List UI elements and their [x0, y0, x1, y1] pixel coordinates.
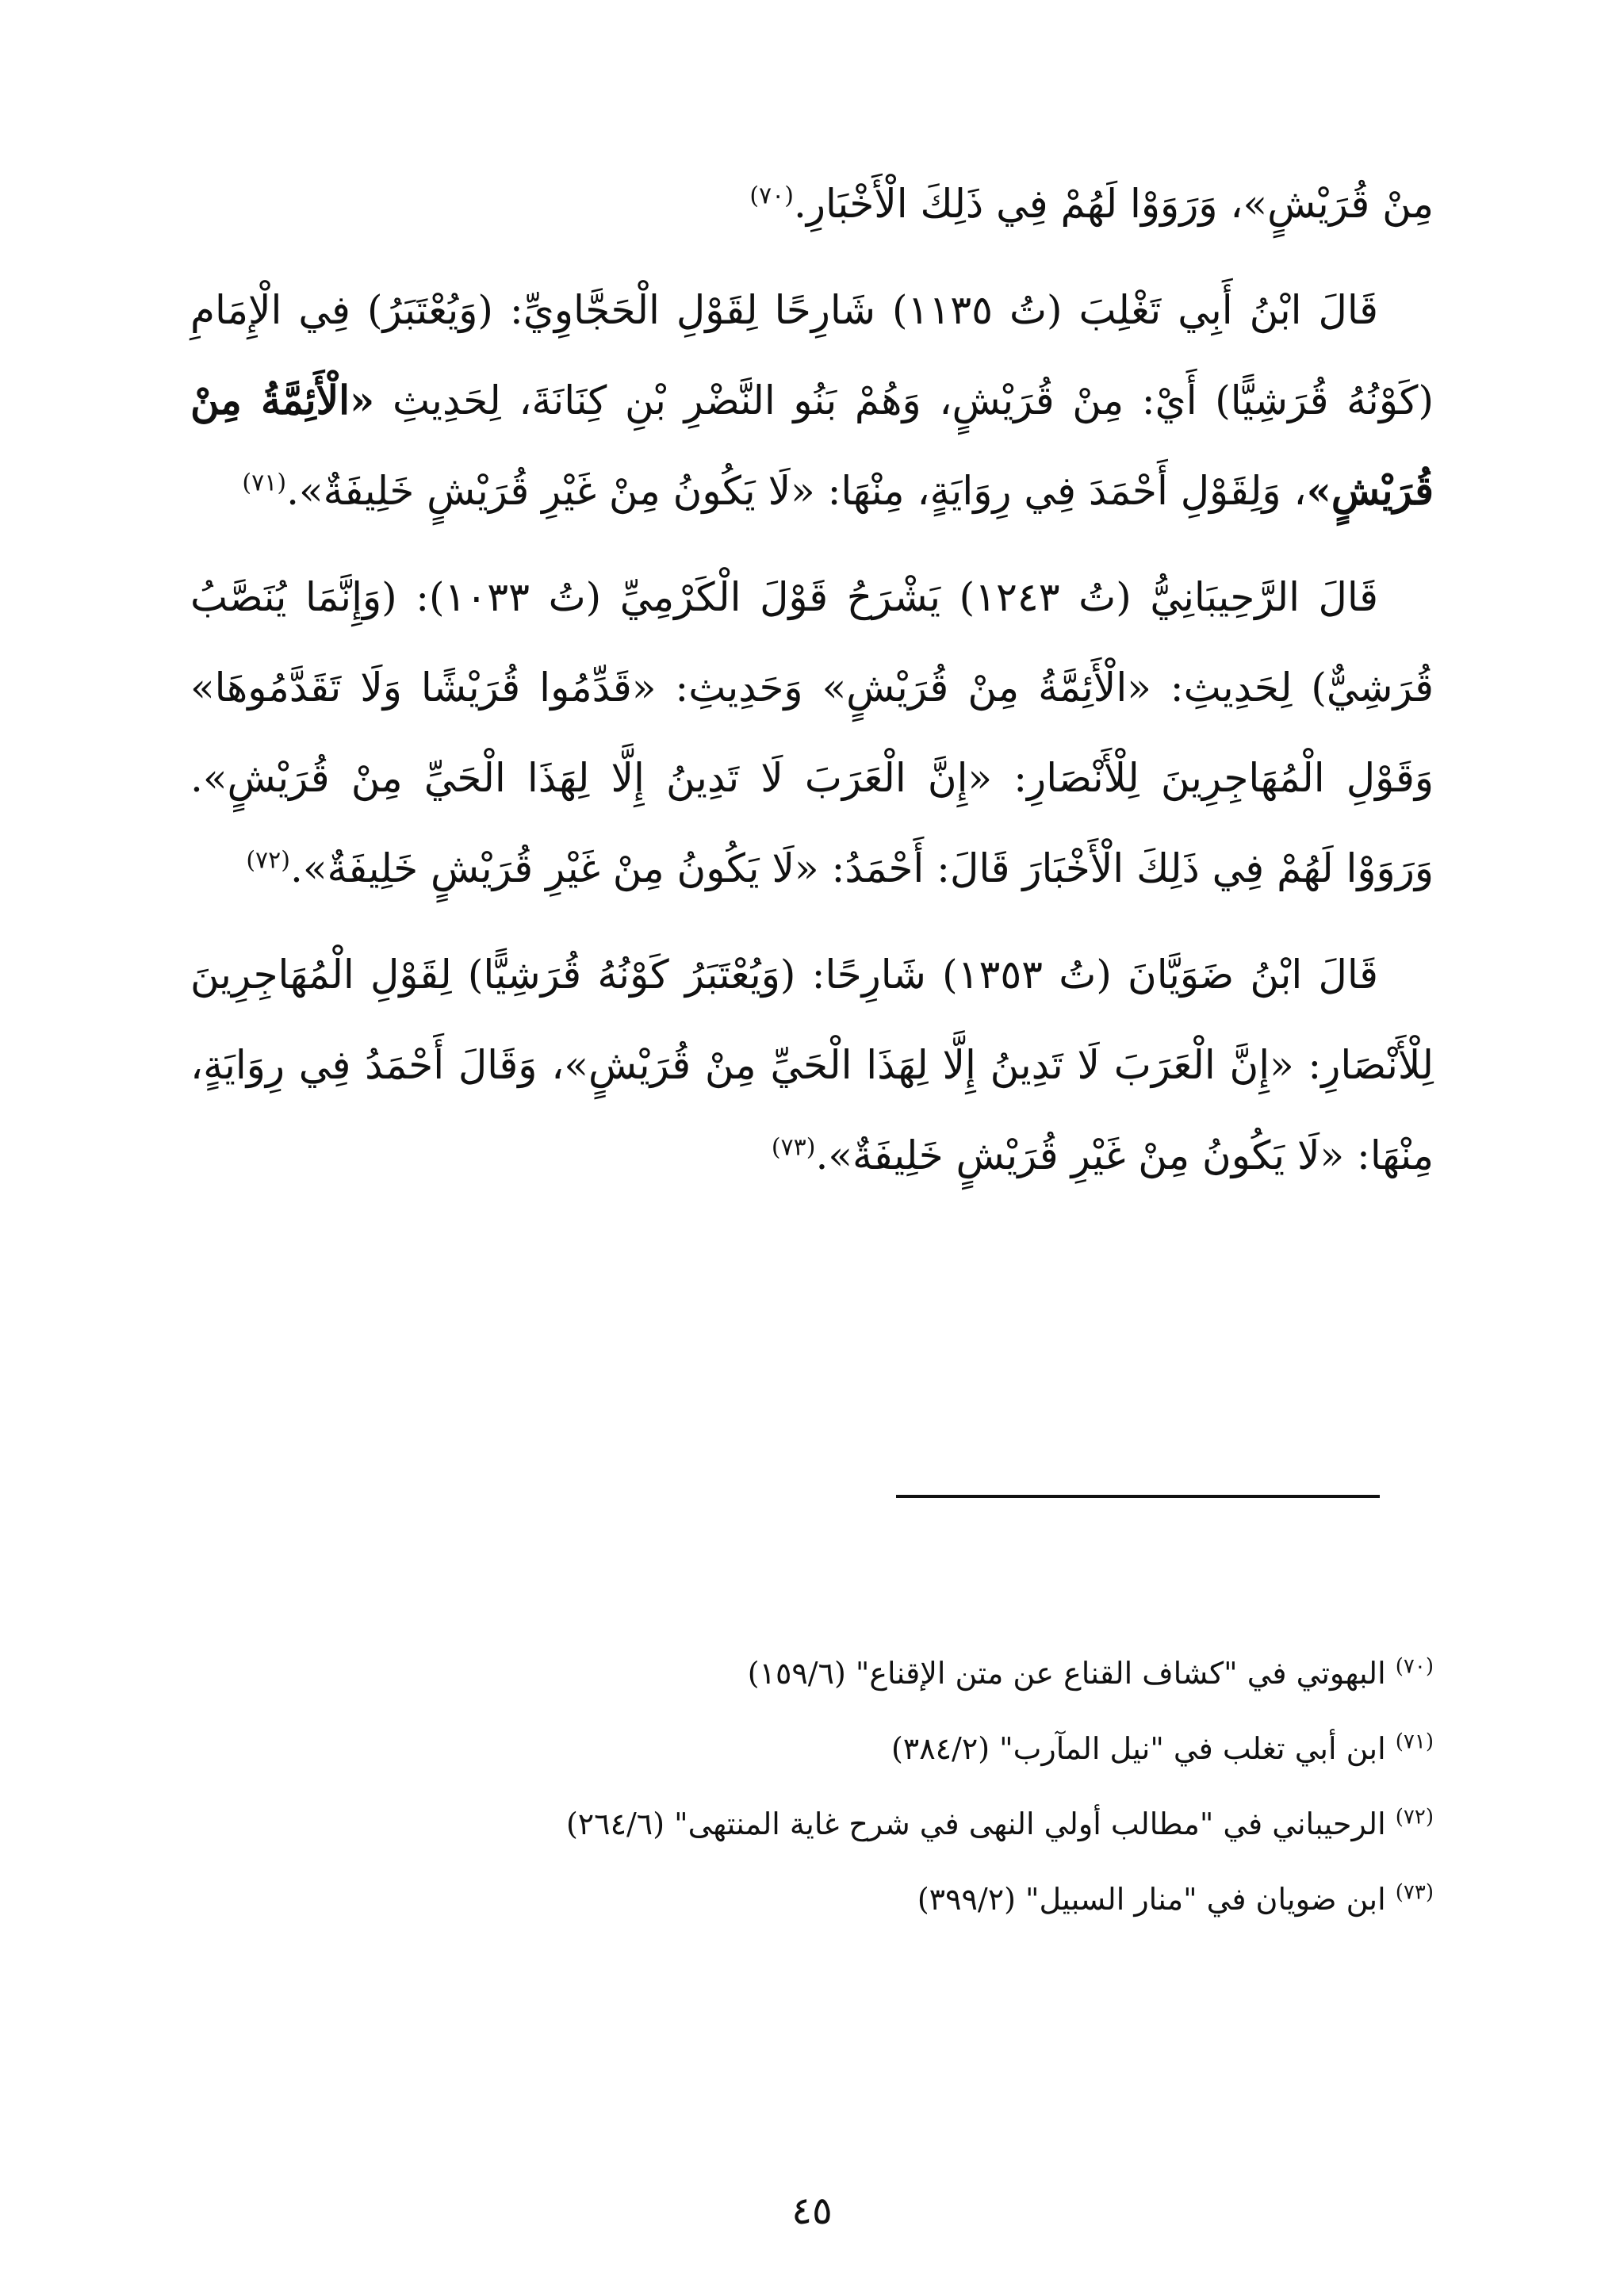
footnote-72 [190, 1800, 1434, 1875]
footnote-number: (٧١) [1395, 1730, 1434, 1754]
footnote-separator [896, 1495, 1380, 1498]
paragraph-text: قَالَ الرَّحِيبَانِيُّ (تُ ١٢٤٣) يَشْرَحُ قَوْلَ الْكَرْمِيِّ (تُ ١٠٣٣): (وَإِنَّمَا يُنَصَّبُ قُرَشِيٌّ) لِحَدِيثِ: «الْأَئِمَّةُ مِنْ قُرَيْشٍ» وَحَدِيثِ: «قَدِّمُوا قُرَيْشًا وَلَا تَقَدَّمُوهَا» وَقَوْلِ الْمُهَاجِرِينَ لِلْأَنْصَارِ: «إِنَّ الْعَرَبَ لَا تَدِينُ إِلَّا لِهَذَا الْحَيِّ مِنْ قُرَيْشٍ». وَرَوَوْا لَهُمْ فِي ذَلِكَ الْأَخْبَارَ قَالَ: أَحْمَدُ: «لَا يَكُونُ مِنْ غَيْرِ قُرَيْشٍ خَلِيفَةٌ». [190, 574, 1434, 891]
paragraph-text: قَالَ ابْنُ ضَوَيَّانَ (تُ ١٣٥٣) شَارِحًا: (وَيُعْتَبَرُ كَوْنُهُ قُرَشِيًّا) لِقَوْلِ الْمُهَاجِرِينَ لِلْأَنْصَارِ: «إِنَّ الْعَرَبَ لَا تَدِينُ إِلَّا لِهَذَا الْحَيِّ مِنْ قُرَيْشٍ»، وَقَالَ أَحْمَدُ فِي رِوَايَةٍ، مِنْهَا: «لَا يَكُونُ مِنْ غَيْرِ قُرَيْشٍ خَلِيفَةٌ». [190, 952, 1434, 1178]
paragraph-text: ، وَلِقَوْلِ أَحْمَدَ فِي رِوَايَةٍ، مِنْهَا: «لَا يَكُونُ مِنْ غَيْرِ قُرَيْشٍ خَلِيفَةٌ». [286, 468, 1307, 514]
footnote-reference[interactable]: (٧١) [242, 469, 287, 497]
footnote-text: ابن أبي تغلب في "نيل المآرب" (٣٨٤/٢) [891, 1731, 1386, 1766]
paragraph-1 [190, 159, 1434, 249]
paragraph-4 [190, 929, 1434, 1201]
hadith-quote-bold: «الْأَئِمَّةُ مِنْ قُرَيْشٍ» [190, 377, 1434, 514]
paragraph-3 [190, 552, 1434, 914]
paragraph-text: قَالَ ابْنُ أَبِي تَغْلِبَ (تُ ١١٣٥) شَارِحًا لِقَوْلِ الْحَجَّاوِيِّ: (وَيُعْتَبَرُ) فِي الْإِمَامِ (كَوْنُهُ قُرَشِيًّا) أَيْ: مِنْ قُرَيْشٍ، وَهُمْ بَنُو النَّضْرِ بْنِ كِنَانَةَ، لِحَدِيثِ [190, 287, 1434, 423]
page-number: ٤٥ [791, 2189, 833, 2233]
footnote-reference[interactable]: (٧٠) [749, 182, 794, 210]
footnote-71 [190, 1725, 1434, 1800]
footnote-number: (٧٢) [1395, 1805, 1434, 1829]
main-text [190, 159, 1434, 1216]
footnote-reference[interactable]: (٧٣) [771, 1133, 816, 1162]
footnote-number: (٧٣) [1395, 1880, 1434, 1905]
footnote-text: الرحيباني في "مطالب أولي النهى في شرح غاية المنتهى" (٢٦٤/٦) [565, 1806, 1386, 1841]
paragraph-2 [190, 265, 1434, 536]
paragraph-text: مِنْ قُرَيْشٍ»، وَرَوَوْا لَهُمْ فِي ذَلِكَ الْأَخْبَارِ. [793, 181, 1434, 227]
footnote-number: (٧٠) [1395, 1654, 1434, 1679]
footnote-70 [190, 1649, 1434, 1725]
footnote-reference[interactable]: (٧٢) [246, 846, 290, 875]
footnote-73 [190, 1875, 1434, 1951]
footnotes [190, 1649, 1434, 1951]
footnote-text: البهوتي في "كشاف القناع عن متن الإقناع" (١٥٩/٦) [747, 1656, 1386, 1691]
footnote-text: ابن ضويان في "منار السبيل" (٣٩٩/٢) [917, 1882, 1386, 1917]
